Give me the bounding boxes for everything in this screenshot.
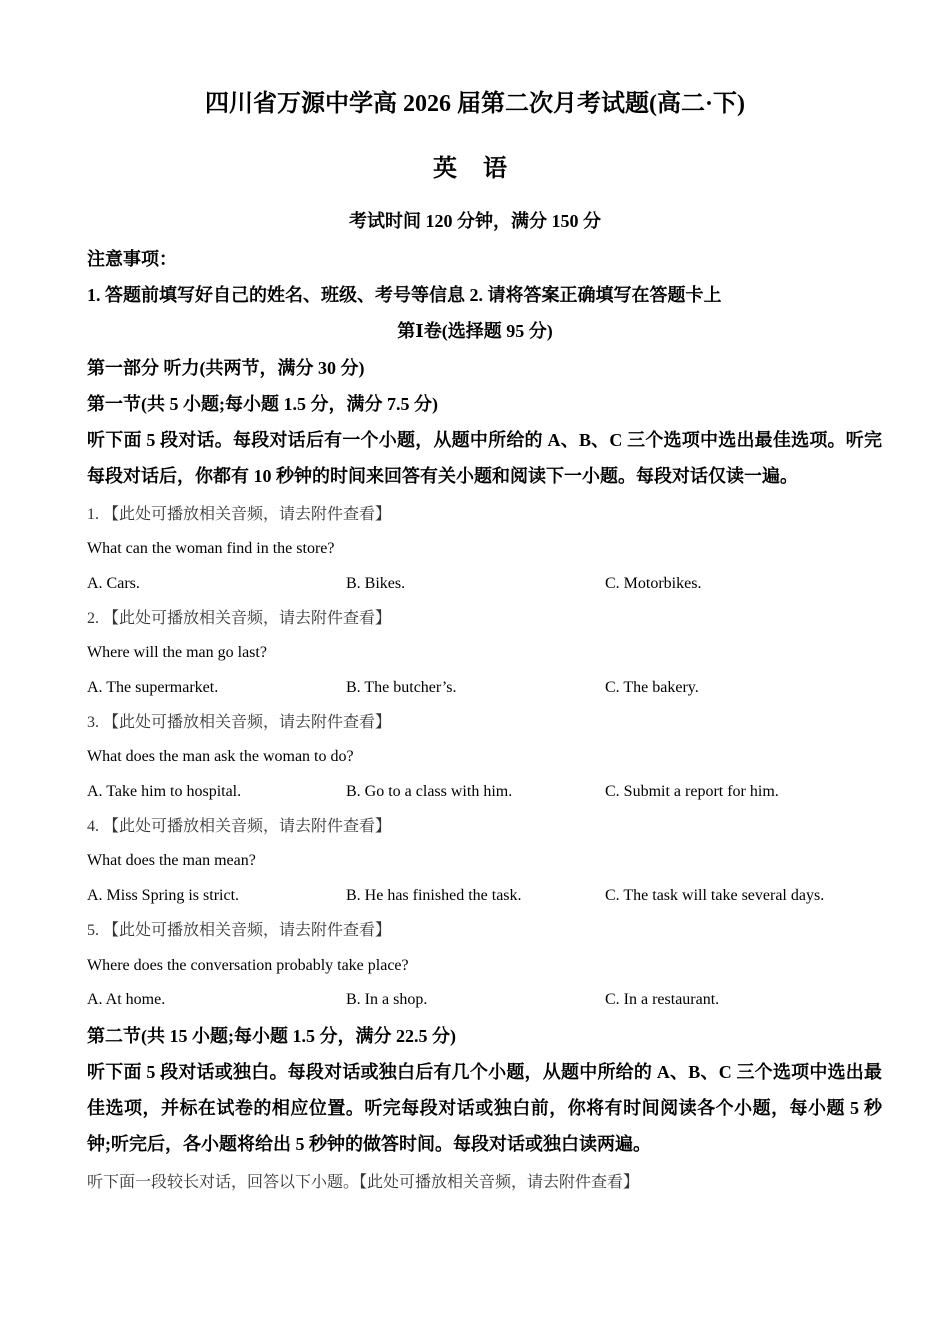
question-1-text: What can the woman find in the store? [87,540,335,557]
question-2-option-c: C. The bakery. [605,679,699,696]
exam-title: 四川省万源中学高 2026 届第二次月考试题(高二·下) [205,91,745,117]
section1-title: 第一节(共 5 小题;每小题 1.5 分，满分 7.5 分) [87,394,438,414]
question-4-audio-note: 4. 【此处可播放相关音频，请去附件查看】 [87,818,392,835]
notice-heading: 注意事项： [87,249,177,269]
question-4-option-b: B. He has finished the task. [346,887,522,904]
question-2-audio-note: 2. 【此处可播放相关音频，请去附件查看】 [87,610,392,627]
section2-title: 第二节(共 15 小题;每小题 1.5 分，满分 22.5 分) [87,1026,456,1046]
exam-info: 考试时间 120 分钟，满分 150 分 [349,211,601,231]
question-1-option-c: C. Motorbikes. [605,575,702,592]
section2-intro: 听下面一段较长对话，回答以下小题。【此处可播放相关音频，请去附件查看】 [87,1174,640,1191]
question-2-option-a: A. The supermarket. [87,679,219,696]
section2-instructions: 听下面 5 段对话或独白。每段对话或独白后有几个小题，从题中所给的 A、B、C 三个选项中选出最佳选项，并标在试卷的相应位置。听完每段对话或独白前，你将有时间阅读各个小题，每小题 5 秒钟;听完后，各小题将给出 5 秒钟的做答时间。每段对话或独白读两遍。 [87,1062,882,1154]
question-5-option-a: A. At home. [87,991,166,1008]
question-2-option-b: B. The butcher’s. [346,679,457,696]
question-5-option-b: B. In a shop. [346,991,428,1008]
question-4-option-c: C. The task will take several days. [605,887,825,904]
question-5-audio-note: 5. 【此处可播放相关音频，请去附件查看】 [87,922,392,939]
volume-title: 第Ⅰ卷(选择题 95 分) [397,321,553,341]
question-1-option-b: B. Bikes. [346,575,406,592]
question-1-option-a: A. Cars. [87,575,140,592]
question-5-option-c: C. In a restaurant. [605,991,720,1008]
question-5-text: Where does the conversation probably take place? [87,957,409,974]
question-2-text: Where will the man go last? [87,644,267,661]
section1-instructions: 听下面 5 段对话。每段对话后有一个小题，从题中所给的 A、B、C 三个选项中选出最佳选项。听完每段对话后，你都有 10 秒钟的时间来回答有关小题和阅读下一小题。每段对话仅读一遍。 [87,430,882,486]
notice-items: 1. 答题前填写好自己的姓名、班级、考号等信息 2. 请将答案正确填写在答题卡上 [87,285,722,305]
question-3-option-c: C. Submit a report for him. [605,783,779,800]
question-3-audio-note: 3. 【此处可播放相关音频，请去附件查看】 [87,714,392,731]
question-4-option-a: A. Miss Spring is strict. [87,887,240,904]
question-3-option-b: B. Go to a class with him. [346,783,513,800]
question-3-option-a: A. Take him to hospital. [87,783,242,800]
question-4-text: What does the man mean? [87,852,256,869]
question-1-audio-note: 1. 【此处可播放相关音频，请去附件查看】 [87,506,392,523]
question-3-text: What does the man ask the woman to do? [87,748,354,765]
subject-title: 英 语 [433,156,517,182]
part1-title: 第一部分 听力(共两节，满分 30 分) [87,358,365,378]
